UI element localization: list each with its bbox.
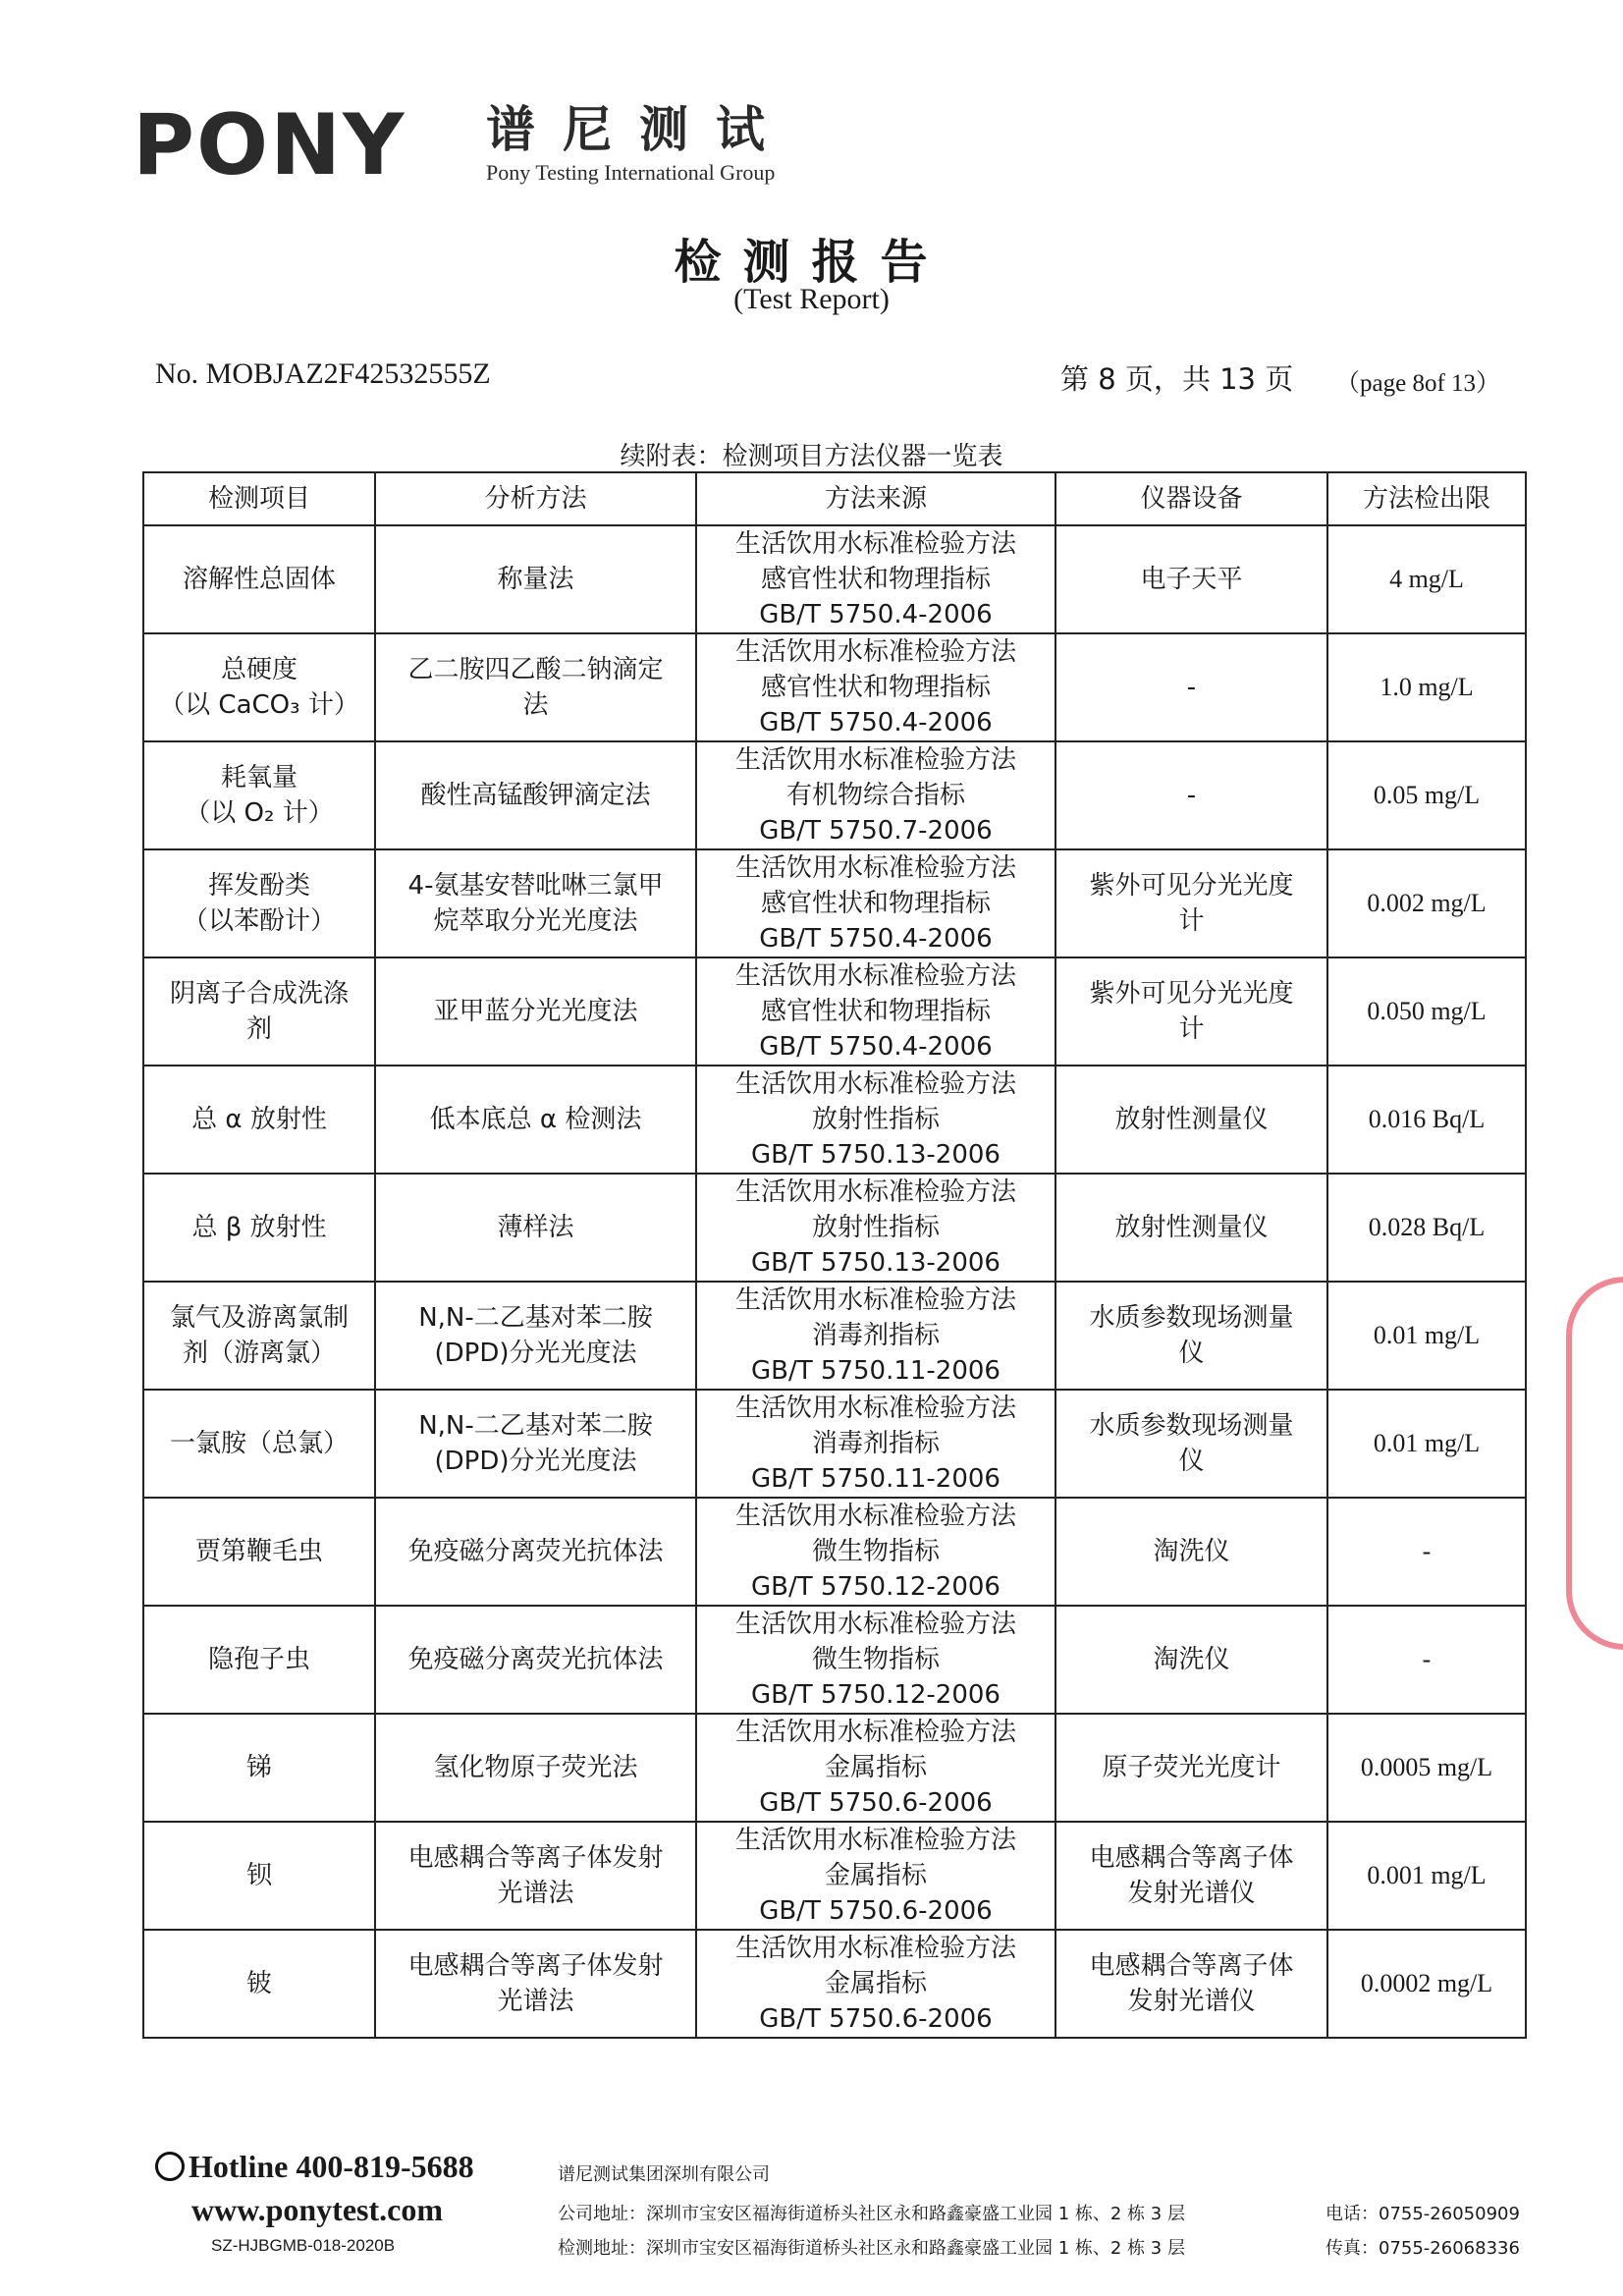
table-row: [143, 1930, 1526, 2038]
source-cell: [696, 1606, 1055, 1714]
method-table: [142, 471, 1527, 2039]
table-row: [143, 1066, 1526, 1174]
item-cell: [143, 1714, 375, 1822]
item-cell-line: （以 CaCO₃ 计）: [159, 690, 359, 720]
method-cell-line: 薄样法: [497, 1213, 574, 1242]
report-number: No. MOBJAZ2F42532555Z: [155, 357, 491, 390]
limit-cell: 0.016 Bq/L: [1327, 1066, 1526, 1174]
table-caption: 续附表：检测项目方法仪器一览表: [620, 442, 1003, 471]
source-cell: [696, 1390, 1055, 1498]
instrument-cell: [1055, 741, 1327, 849]
method-cell-line: 电感耦合等离子体发射: [407, 1951, 664, 1981]
method-cell-line: 4-氨基安替吡啉三氯甲: [407, 871, 664, 901]
table-header-row: [143, 472, 1526, 525]
instrument-cell: [1055, 1282, 1327, 1390]
instrument-cell: [1055, 1822, 1327, 1930]
source-cell-line: 有机物综合指标: [785, 781, 965, 810]
item-cell: [143, 633, 375, 741]
method-cell-line: N,N-二乙基对苯二胺: [418, 1303, 653, 1333]
source-cell-line: 生活饮用水标准检验方法: [734, 529, 1016, 559]
item-cell-line: 剂（游离氯）: [182, 1339, 336, 1368]
table-row: [143, 741, 1526, 849]
instrument-cell: [1055, 957, 1327, 1066]
report-title-en: (Test Report): [733, 283, 890, 315]
item-cell: [143, 1930, 375, 2038]
method-cell-line: 电感耦合等离子体发射: [407, 1843, 664, 1873]
instrument-cell-line: 放射性测量仪: [1114, 1213, 1269, 1242]
source-cell-line: 感官性状和物理指标: [760, 673, 991, 702]
source-cell: [696, 633, 1055, 741]
source-cell-line: 生活饮用水标准检验方法: [734, 1394, 1016, 1423]
item-cell-line: 隐孢子虫: [207, 1645, 310, 1674]
item-cell: [143, 1606, 375, 1714]
table-row: [143, 1282, 1526, 1390]
instrument-cell-line: 原子荧光光度计: [1102, 1753, 1281, 1782]
source-cell-line: 生活饮用水标准检验方法: [734, 1826, 1016, 1855]
item-cell-line: 锑: [245, 1753, 272, 1782]
item-cell-line: 一氯胺（总氯）: [169, 1429, 349, 1458]
report-title-cn: 检测报告: [674, 235, 949, 290]
instrument-cell: [1055, 1066, 1327, 1174]
header-cell: 方法来源: [696, 472, 1055, 525]
method-cell-line: 烷萃取分光光度法: [433, 906, 638, 936]
source-cell-line: 感官性状和物理指标: [760, 997, 991, 1026]
item-cell-line: 耗氧量: [220, 763, 298, 793]
limit-cell: -: [1327, 1498, 1526, 1606]
limit-cell: 0.050 mg/L: [1327, 957, 1526, 1066]
item-cell-line: （以苯酚计）: [182, 906, 336, 936]
header-cell: 方法检出限: [1327, 472, 1526, 525]
item-cell: [143, 957, 375, 1066]
limit-cell: 0.01 mg/L: [1327, 1390, 1526, 1498]
table-row: [143, 1498, 1526, 1606]
method-cell-line: 乙二胺四乙酸二钠滴定: [407, 655, 664, 684]
item-cell: [143, 849, 375, 957]
source-cell-line: 消毒剂指标: [811, 1429, 940, 1458]
instrument-cell: [1055, 525, 1327, 633]
company-address: 公司地址：深圳市宝安区福海街道桥头社区永和路鑫豪盛工业园 1 栋、2 栋 3 层: [558, 2204, 1185, 2224]
limit-cell: 4 mg/L: [1327, 525, 1526, 633]
item-cell-line: 总 α 放射性: [191, 1105, 327, 1134]
instrument-cell-line: 电感耦合等离子体: [1089, 1951, 1294, 1981]
method-cell-line: 光谱法: [497, 1879, 574, 1908]
instrument-cell-line: 电子天平: [1140, 565, 1243, 594]
method-cell: [375, 525, 696, 633]
source-cell: [696, 849, 1055, 957]
instrument-cell-line: 计: [1178, 1014, 1205, 1044]
instrument-cell: [1055, 1498, 1327, 1606]
table-row: [143, 1822, 1526, 1930]
item-cell-line: 贾第鞭毛虫: [194, 1537, 323, 1566]
item-cell: [143, 1174, 375, 1282]
source-cell-line: GB/T 5750.11-2006: [751, 1464, 1001, 1494]
method-cell-line: 称量法: [497, 565, 574, 594]
source-cell-line: 金属指标: [824, 1753, 927, 1782]
table-row: [143, 1714, 1526, 1822]
method-cell: [375, 849, 696, 957]
method-cell: [375, 1714, 696, 1822]
doc-code: SZ-HJBGMB-018-2020B: [211, 2236, 396, 2255]
item-cell-line: 铍: [245, 1969, 272, 1998]
table-row: [143, 1390, 1526, 1498]
item-cell: [143, 1282, 375, 1390]
method-cell: [375, 633, 696, 741]
table-row: [143, 1606, 1526, 1714]
source-cell-line: 生活饮用水标准检验方法: [734, 1934, 1016, 1963]
limit-cell: 0.0005 mg/L: [1327, 1714, 1526, 1822]
source-cell-line: 微生物指标: [811, 1537, 940, 1566]
instrument-cell-line: 紫外可见分光光度: [1089, 871, 1294, 901]
source-cell-line: GB/T 5750.4-2006: [759, 1032, 993, 1062]
hotline: [155, 2149, 474, 2185]
red-seal-stamp: [1566, 1277, 1623, 1650]
instrument-cell-line: 仪: [1178, 1447, 1205, 1476]
method-cell: [375, 957, 696, 1066]
fax: 传真：0755-26068336: [1325, 2238, 1520, 2259]
source-cell-line: 生活饮用水标准检验方法: [734, 853, 1016, 883]
method-cell-line: 免疫磁分离荧光抗体法: [407, 1645, 664, 1674]
limit-cell: 0.028 Bq/L: [1327, 1174, 1526, 1282]
instrument-cell-line: 仪: [1178, 1339, 1205, 1368]
header-cell: 检测项目: [143, 472, 375, 525]
item-cell: [143, 525, 375, 633]
instrument-cell-line: 紫外可见分光光度: [1089, 979, 1294, 1009]
source-cell: [696, 957, 1055, 1066]
instrument-cell-line: 淘洗仪: [1153, 1645, 1230, 1674]
hotline-text: Hotline 400-819-5688: [189, 2149, 474, 2184]
method-cell-line: 低本底总 α 检测法: [429, 1105, 642, 1134]
page-indicator-cn: 第 8 页，共 13 页: [1060, 362, 1294, 396]
instrument-cell-line: -: [1186, 781, 1197, 810]
source-cell-line: 消毒剂指标: [811, 1321, 940, 1350]
source-cell-line: 生活饮用水标准检验方法: [734, 1177, 1016, 1207]
instrument-cell-line: 水质参数现场测量: [1089, 1411, 1294, 1441]
page-indicator-en: （page 8of 13）: [1335, 370, 1501, 397]
item-cell: [143, 1066, 375, 1174]
table-row: [143, 1174, 1526, 1282]
instrument-cell-line: 电感耦合等离子体: [1089, 1843, 1294, 1873]
instrument-cell-line: 发射光谱仪: [1127, 1879, 1256, 1908]
instrument-cell: [1055, 1174, 1327, 1282]
test-address: 检测地址：深圳市宝安区福海街道桥头社区永和路鑫豪盛工业园 1 栋、2 栋 3 层: [558, 2238, 1185, 2259]
method-cell-line: 氢化物原子荧光法: [433, 1753, 638, 1782]
source-cell-line: 生活饮用水标准检验方法: [734, 1285, 1016, 1315]
instrument-cell: [1055, 1930, 1327, 2038]
source-cell: [696, 741, 1055, 849]
source-cell-line: 金属指标: [824, 1969, 927, 1998]
source-cell-line: 生活饮用水标准检验方法: [734, 745, 1016, 775]
logo-wordmark: PONY: [133, 96, 406, 194]
item-cell-line: 总硬度: [220, 655, 298, 684]
method-cell-line: N,N-二乙基对苯二胺: [418, 1411, 653, 1441]
source-cell: [696, 1066, 1055, 1174]
instrument-cell: [1055, 849, 1327, 957]
instrument-cell-line: 淘洗仪: [1153, 1537, 1230, 1566]
source-cell-line: 金属指标: [824, 1861, 927, 1890]
table-row: [143, 957, 1526, 1066]
limit-cell: 1.0 mg/L: [1327, 633, 1526, 741]
website: www.ponytest.com: [191, 2192, 443, 2227]
method-cell: [375, 1066, 696, 1174]
source-cell-line: GB/T 5750.6-2006: [759, 1788, 993, 1818]
source-cell-line: 生活饮用水标准检验方法: [734, 637, 1016, 667]
source-cell-line: 感官性状和物理指标: [760, 889, 991, 918]
item-cell-line: 剂: [245, 1014, 272, 1044]
method-cell-line: 光谱法: [497, 1987, 574, 2016]
method-cell-line: (DPD)分光光度法: [434, 1447, 637, 1476]
limit-cell: 0.01 mg/L: [1327, 1282, 1526, 1390]
phone-icon: [155, 2152, 185, 2181]
item-cell: [143, 1498, 375, 1606]
instrument-cell: [1055, 1606, 1327, 1714]
method-cell: [375, 1282, 696, 1390]
table-row: [143, 525, 1526, 633]
method-cell: [375, 1606, 696, 1714]
source-cell-line: GB/T 5750.6-2006: [759, 1896, 993, 1926]
source-cell-line: GB/T 5750.7-2006: [759, 816, 993, 846]
limit-cell: 0.05 mg/L: [1327, 741, 1526, 849]
source-cell-line: GB/T 5750.4-2006: [759, 924, 993, 954]
source-cell-line: GB/T 5750.4-2006: [759, 600, 993, 629]
source-cell-line: 感官性状和物理指标: [760, 565, 991, 594]
method-cell-line: 酸性高锰酸钾滴定法: [420, 781, 651, 810]
item-cell-line: 总 β 放射性: [191, 1213, 327, 1242]
table-row: [143, 849, 1526, 957]
method-cell: [375, 1930, 696, 2038]
limit-cell: 0.001 mg/L: [1327, 1822, 1526, 1930]
source-cell-line: GB/T 5750.12-2006: [751, 1572, 1001, 1602]
instrument-cell-line: 发射光谱仪: [1127, 1987, 1256, 2016]
instrument-cell-line: 水质参数现场测量: [1089, 1303, 1294, 1333]
method-cell-line: 免疫磁分离荧光抗体法: [407, 1537, 664, 1566]
source-cell: [696, 1822, 1055, 1930]
method-cell-line: 法: [522, 690, 549, 720]
table-row: [143, 633, 1526, 741]
source-cell: [696, 525, 1055, 633]
method-cell: [375, 1174, 696, 1282]
limit-cell: -: [1327, 1606, 1526, 1714]
source-cell-line: 生活饮用水标准检验方法: [734, 1069, 1016, 1099]
source-cell-line: 生活饮用水标准检验方法: [734, 1502, 1016, 1531]
item-cell-line: 溶解性总固体: [182, 565, 336, 594]
item-cell-line: 阴离子合成洗涤: [169, 979, 349, 1009]
method-cell: [375, 1390, 696, 1498]
instrument-cell-line: -: [1186, 673, 1197, 702]
logo-en-name: Pony Testing International Group: [486, 160, 776, 185]
header-cell: 分析方法: [375, 472, 696, 525]
telephone: 电话：0755-26050909: [1325, 2204, 1520, 2224]
logo-cn-name: 谱尼测试: [486, 101, 792, 158]
instrument-cell: [1055, 1390, 1327, 1498]
source-cell-line: GB/T 5750.11-2006: [751, 1356, 1001, 1386]
method-cell: [375, 1822, 696, 1930]
item-cell-line: （以 O₂ 计）: [185, 798, 334, 828]
item-cell-line: 氯气及游离氯制: [169, 1303, 349, 1333]
limit-cell: 0.0002 mg/L: [1327, 1930, 1526, 2038]
item-cell: [143, 741, 375, 849]
source-cell-line: 生活饮用水标准检验方法: [734, 961, 1016, 991]
method-cell-line: (DPD)分光光度法: [434, 1339, 637, 1368]
source-cell-line: 微生物指标: [811, 1645, 940, 1674]
source-cell: [696, 1498, 1055, 1606]
method-cell-line: 亚甲蓝分光光度法: [433, 997, 638, 1026]
instrument-cell-line: 计: [1178, 906, 1205, 936]
pony-logo: [133, 96, 820, 201]
source-cell-line: GB/T 5750.6-2006: [759, 2004, 993, 2034]
company-name: 谱尼测试集团深圳有限公司: [558, 2164, 770, 2185]
source-cell: [696, 1930, 1055, 2038]
item-cell-line: 钡: [245, 1861, 272, 1890]
source-cell-line: GB/T 5750.13-2006: [751, 1140, 1001, 1170]
source-cell-line: GB/T 5750.13-2006: [751, 1248, 1001, 1278]
source-cell-line: 放射性指标: [811, 1213, 940, 1242]
item-cell: [143, 1822, 375, 1930]
source-cell-line: GB/T 5750.4-2006: [759, 708, 993, 738]
source-cell-line: 生活饮用水标准检验方法: [734, 1718, 1016, 1747]
source-cell: [696, 1174, 1055, 1282]
source-cell: [696, 1282, 1055, 1390]
instrument-cell-line: 放射性测量仪: [1114, 1105, 1269, 1134]
source-cell: [696, 1714, 1055, 1822]
limit-cell: 0.002 mg/L: [1327, 849, 1526, 957]
instrument-cell: [1055, 1714, 1327, 1822]
item-cell: [143, 1390, 375, 1498]
source-cell-line: 放射性指标: [811, 1105, 940, 1134]
source-cell-line: 生活饮用水标准检验方法: [734, 1610, 1016, 1639]
source-cell-line: GB/T 5750.12-2006: [751, 1680, 1001, 1710]
header-cell: 仪器设备: [1055, 472, 1327, 525]
method-cell: [375, 741, 696, 849]
instrument-cell: [1055, 633, 1327, 741]
method-cell: [375, 1498, 696, 1606]
table-body: [143, 525, 1526, 2038]
item-cell-line: 挥发酚类: [207, 871, 310, 901]
